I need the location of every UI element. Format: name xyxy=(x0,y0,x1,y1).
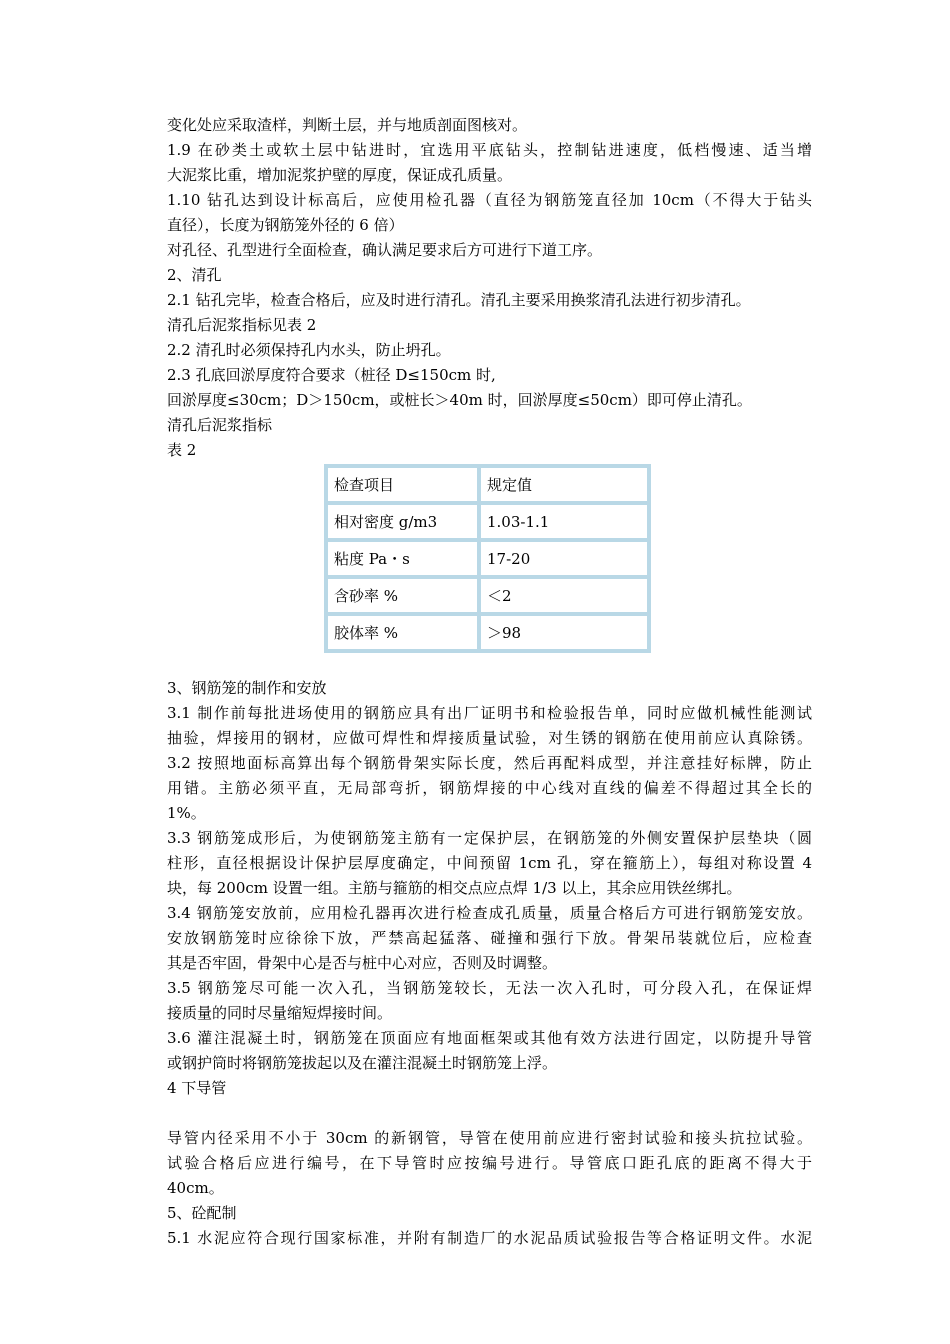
table-header-cell: 检查项目 xyxy=(326,466,479,503)
section-heading: 3、钢筋笼的制作和安放 xyxy=(167,679,327,697)
table-2-container xyxy=(167,464,812,670)
text-line: 试验合格后应进行编号，在下导管时应按编号进行。导管底口距孔底的距离不得大于 xyxy=(167,1154,812,1172)
table-row xyxy=(326,503,649,540)
section-heading: 4 下导管 xyxy=(167,1079,227,1097)
text-line: 用错。主筋必须平直，无局部弯折，钢筋焊接的中心线对直线的偏差不得超过其全长的 xyxy=(167,779,812,797)
text-line: 3.3 钢筋笼成形后，为使钢筋笼主筋有一定保护层，在钢筋笼的外侧安置保护层垫块（圆 xyxy=(167,829,812,847)
table-cell: 1.03-1.1 xyxy=(479,503,649,540)
text-line: 抽验，焊接用的钢材，应做可焊性和焊接质量试验，对生锈的钢筋在使用前应认真除锈。 xyxy=(167,729,812,747)
text-line: 清孔后泥浆指标见表 2 xyxy=(167,316,317,334)
table-header-cell: 规定值 xyxy=(479,466,649,503)
table-cell: 含砂率 % xyxy=(326,577,479,614)
text-line: 3.1 制作前每批进场使用的钢筋应具有出厂证明书和检验报告单，同时应做机械性能测试 xyxy=(167,704,812,722)
text-line: 1%。 xyxy=(167,804,206,822)
table-row xyxy=(326,614,649,651)
text-line: 1.10 钻孔达到设计标高后，应使用检孔器（直径为钢筋笼直径加 10cm（不得大于钻头 xyxy=(167,191,812,209)
text-line: 3.2 按照地面标高算出每个钢筋骨架实际长度，然后再配料成型，并注意挂好标牌，防止 xyxy=(167,754,812,772)
section-4-5 xyxy=(167,1126,812,1251)
text-line: 块，每 200cm 设置一组。主筋与箍筋的相交点应点焊 1/3 以上，其余应用铁丝绑扎。 xyxy=(167,879,742,897)
text-line: 3.5 钢筋笼尽可能一次入孔，当钢筋笼较长，无法一次入孔时，可分段入孔，在保证焊 xyxy=(167,979,812,997)
mud-index-table xyxy=(324,464,651,653)
section-1-tail xyxy=(167,113,812,463)
text-line: 变化处应采取渣样，判断土层，并与地质剖面图核对。 xyxy=(167,116,528,134)
blank-line xyxy=(167,1101,812,1126)
text-line: 回淤厚度≤30cm；D＞150cm，或桩长＞40m 时，回淤厚度≤50cm）即可停止清孔。 xyxy=(167,391,752,409)
text-line: 2.1 钻孔完毕，检查合格后，应及时进行清孔。清孔主要采用换浆清孔法进行初步清孔。 xyxy=(167,291,751,309)
table-cell: 粘度 Pa・s xyxy=(326,540,479,577)
text-line: 安放钢筋笼时应徐徐下放，严禁高起猛落、碰撞和强行下放。骨架吊装就位后，应检查 xyxy=(167,929,812,947)
text-line: 1.9 在砂类土或软土层中钻进时，宜选用平底钻头，控制钻进速度，低档慢速、适当增 xyxy=(167,141,812,159)
text-line: 或钢护筒时将钢筋笼拔起以及在灌注混凝土时钢筋笼上浮。 xyxy=(167,1054,558,1072)
text-line: 直径），长度为钢筋笼外径的 6 倍） xyxy=(167,216,404,234)
table-title: 清孔后泥浆指标 xyxy=(167,416,273,434)
text-line: 接质量的同时尽量缩短焊接时间。 xyxy=(167,1004,393,1022)
text-line: 对孔径、孔型进行全面检查，确认满足要求后方可进行下道工序。 xyxy=(167,241,603,259)
text-line: 导管内径采用不小于 30cm 的新钢管，导管在使用前应进行密封试验和接头抗拉试验。 xyxy=(167,1129,812,1147)
text-line: 其是否牢固，骨架中心是否与桩中心对应，否则及时调整。 xyxy=(167,954,558,972)
text-line: 柱形，直径根据设计保护层厚度确定，中间预留 1cm 孔，穿在箍筋上），每组对称设置 4 xyxy=(167,854,812,872)
table-cell: 17-20 xyxy=(479,540,649,577)
section-3-4 xyxy=(167,676,812,1101)
table-number: 表 2 xyxy=(167,441,197,459)
text-line: 2.3 孔底回淤厚度符合要求（桩径 D≤150cm 时, xyxy=(167,366,496,384)
table-row xyxy=(326,540,649,577)
section-heading: 2、清孔 xyxy=(167,266,222,284)
document-page xyxy=(167,113,812,1251)
table-cell: 胶体率 % xyxy=(326,614,479,651)
text-line: 2.2 清孔时必须保持孔内水头，防止坍孔。 xyxy=(167,341,451,359)
text-line: 3.6 灌注混凝土时，钢筋笼在顶面应有地面框架或其他有效方法进行固定，以防提升导管 xyxy=(167,1029,812,1047)
text-line: 40cm。 xyxy=(167,1179,224,1197)
text-line: 大泥浆比重，增加泥浆护壁的厚度，保证成孔质量。 xyxy=(167,166,513,184)
table-row xyxy=(326,577,649,614)
table-header-row xyxy=(326,466,649,503)
table-cell: 相对密度 g/m3 xyxy=(326,503,479,540)
text-line: 5.1 水泥应符合现行国家标准，并附有制造厂的水泥品质试验报告等合格证明文件。水泥 xyxy=(167,1229,812,1247)
text-line: 3.4 钢筋笼安放前，应用检孔器再次进行检查成孔质量，质量合格后方可进行钢筋笼安放。 xyxy=(167,904,812,922)
table-cell: ＜2 xyxy=(479,577,649,614)
table-cell: ＞98 xyxy=(479,614,649,651)
section-heading: 5、砼配制 xyxy=(167,1204,237,1222)
